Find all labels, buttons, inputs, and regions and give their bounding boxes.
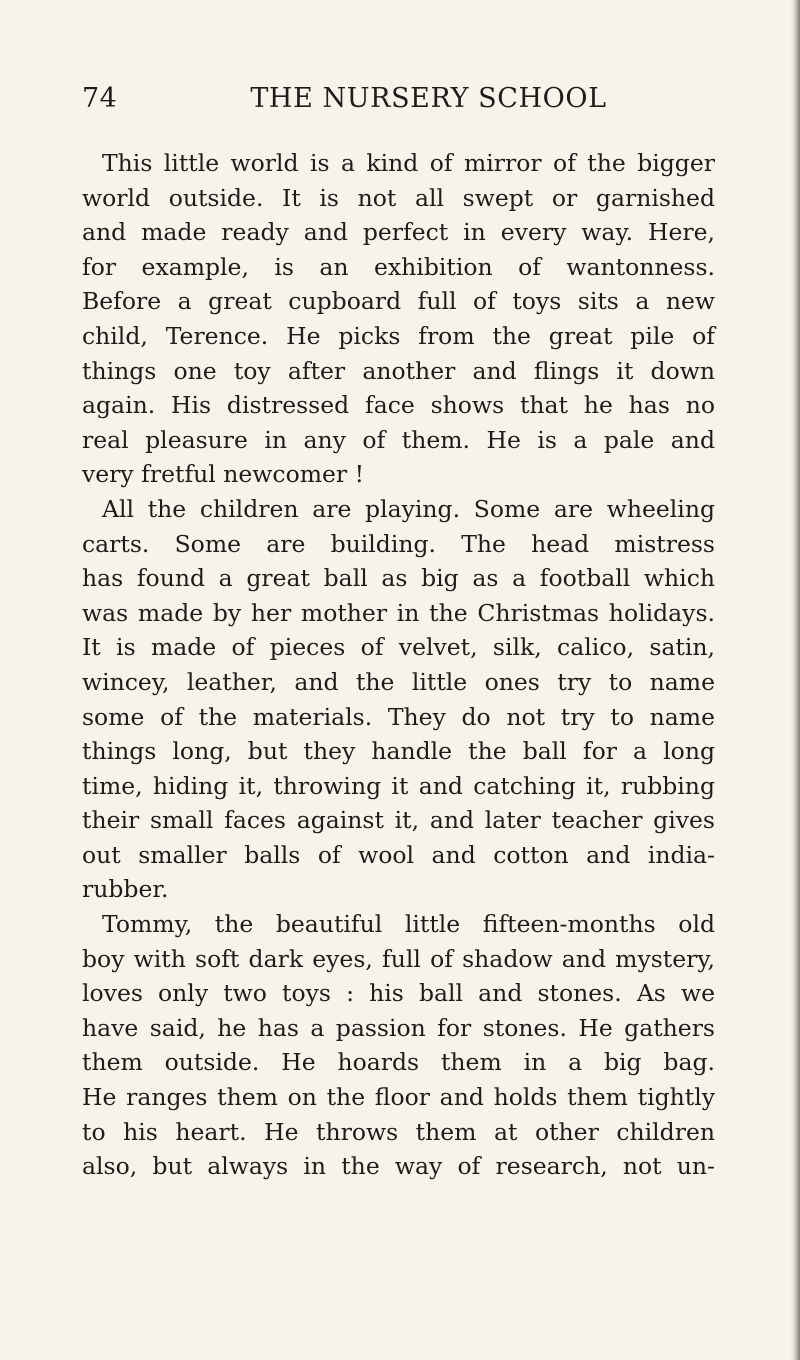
text-line: again. His distressed face shows that he has no — [82, 391, 715, 420]
text-line: This little world is a kind of mirror of the bigger — [102, 149, 715, 177]
text-line: It is made of pieces of velvet, silk, calico, satin, — [82, 633, 715, 662]
text-line: wincey, leather, and the little ones try to name — [82, 667, 715, 696]
page-number: 74 — [82, 83, 118, 114]
text-line: He ranges them on the floor and holds them tightly — [82, 1083, 715, 1112]
body-text — [82, 146, 715, 1184]
text-line: has found a great ball as big as a football which — [82, 564, 715, 593]
text-line: child, Terence. He picks from the great pile of — [82, 321, 715, 350]
text-line: very fretful newcomer ! — [82, 460, 365, 489]
text-line: loves only two toys : his ball and stones. As we — [82, 979, 715, 1008]
text-line: time, hiding it, throwing it and catching it, rubbing — [82, 771, 715, 800]
text-line: rubber. — [82, 875, 169, 904]
text-line: some of the materials. They do not try to name — [82, 702, 715, 731]
page-header — [82, 83, 715, 123]
text-line: All the children are playing. Some are wheeling — [102, 494, 715, 523]
text-line: Tommy, the beautiful little fifteen-months old — [102, 910, 715, 939]
text-line: carts. Some are building. The head mistress — [82, 529, 715, 558]
text-line: out smaller balls of wool and cotton and india- — [82, 840, 715, 869]
text-line: for example, is an exhibition of wantonness. — [82, 252, 715, 281]
text-line: boy with soft dark eyes, full of shadow and mystery, — [82, 944, 715, 973]
text-line: their small faces against it, and later teacher gives — [82, 806, 715, 835]
running-head: THE NURSERY SCHOOL — [250, 83, 607, 114]
text-line: was made by her mother in the Christmas holidays. — [82, 598, 715, 627]
text-line: them outside. He hoards them in a big bag. — [82, 1048, 715, 1077]
text-line: things long, but they handle the ball for a long — [82, 737, 715, 766]
page-edge-shadow — [790, 0, 800, 1360]
text-line: world outside. It is not all swept or garnished — [82, 183, 715, 212]
text-line: and made ready and perfect in every way. Here, — [82, 218, 715, 247]
text-line: have said, he has a passion for stones. He gathers — [82, 1013, 715, 1042]
text-line: also, but always in the way of research, not un- — [82, 1152, 715, 1181]
text-line: real pleasure in any of them. He is a pale and — [82, 425, 715, 454]
text-line: Before a great cupboard full of toys sits a new — [82, 287, 715, 316]
text-line: things one toy after another and flings it down — [82, 356, 715, 385]
text-line: to his heart. He throws them at other children — [82, 1117, 715, 1146]
